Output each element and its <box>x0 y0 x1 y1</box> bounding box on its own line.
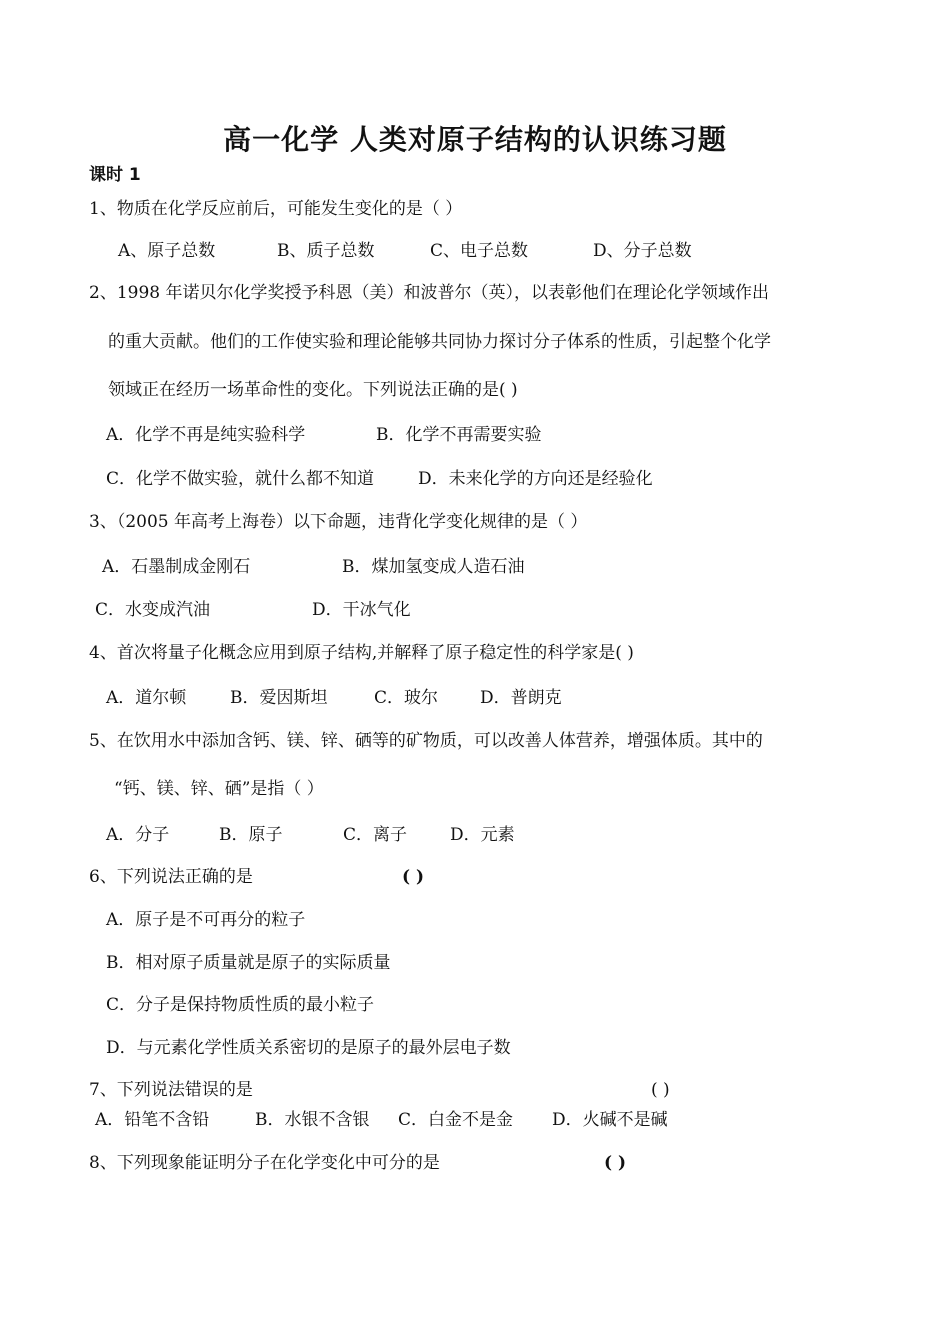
question-4-option-c: C．玻尔 <box>374 688 439 708</box>
question-8-answer-paren: ( ) <box>604 1153 627 1173</box>
question-4-option-b: B．爱因斯坦 <box>230 688 328 708</box>
question-3-option-c: C．水变成汽油 <box>95 600 211 620</box>
question-1-option-b: B、质子总数 <box>277 241 375 261</box>
question-3-option-b: B．煤加氢变成人造石油 <box>342 557 525 577</box>
question-2-options-row-2 <box>106 469 653 489</box>
question-2-options-row-1 <box>106 425 542 445</box>
question-4-options <box>106 688 562 708</box>
question-7-option-a: A．铅笔不含铅 <box>95 1110 210 1130</box>
question-7-option-c: C．白金不是金 <box>398 1110 514 1130</box>
question-1-options <box>118 241 692 261</box>
question-6-option-c: C．分子是保持物质性质的最小粒子 <box>106 995 375 1015</box>
question-1-option-d: D、分子总数 <box>593 241 692 261</box>
question-2-option-b: B．化学不再需要实验 <box>376 425 542 445</box>
question-3-stem: 3、（2005 年高考上海卷）以下命题，违背化学变化规律的是（ ） <box>89 512 588 532</box>
question-1-option-a: A、原子总数 <box>118 241 216 261</box>
question-2-option-a: A．化学不再是纯实验科学 <box>106 425 306 445</box>
question-5-option-a: A．分子 <box>106 825 170 845</box>
question-4-option-a: A．道尔顿 <box>106 688 187 708</box>
question-3-options-row-1 <box>102 557 525 577</box>
question-5-stem-line-1: 5、在饮用水中添加含钙、镁、锌、硒等的矿物质，可以改善人体营养，增强体质。其中的 <box>89 731 763 751</box>
question-1-option-c: C、电子总数 <box>430 241 529 261</box>
question-1-stem: 1、物质在化学反应前后，可能发生变化的是（ ） <box>89 199 463 219</box>
question-5-option-d: D．元素 <box>450 825 515 845</box>
lesson-label: 课时 1 <box>89 165 141 185</box>
question-3-option-a: A．石墨制成金刚石 <box>102 557 251 577</box>
page-title: 高一化学 人类对原子结构的认识练习题 <box>223 123 727 156</box>
question-5-option-c: C．离子 <box>343 825 408 845</box>
question-4-stem: 4、首次将量子化概念应用到原子结构,并解释了原子稳定性的科学家是( ) <box>89 643 634 663</box>
question-2-stem-line-3: 领域正在经历一场革命性的变化。下列说法正确的是( ) <box>108 380 518 400</box>
question-6-answer-paren: ( ) <box>402 867 425 887</box>
question-6-option-b: B．相对原子质量就是原子的实际质量 <box>106 953 391 973</box>
question-2-stem-line-2: 的重大贡献。他们的工作使实验和理论能够共同协力探讨分子体系的性质，引起整个化学 <box>108 332 771 352</box>
question-7-option-b: B．水银不含银 <box>255 1110 370 1130</box>
question-5-options <box>106 825 515 845</box>
question-7-answer-paren: ( ) <box>651 1080 670 1100</box>
question-3-options-row-2 <box>95 600 411 620</box>
question-4-option-d: D．普朗克 <box>480 688 562 708</box>
question-2-option-d: D．未来化学的方向还是经验化 <box>418 469 653 489</box>
question-6-option-d: D．与元素化学性质关系密切的是原子的最外层电子数 <box>106 1038 511 1058</box>
question-2-stem-line-1: 2、1998 年诺贝尔化学奖授予科恩（美）和波普尔（英），以表彰他们在理论化学领域作出 <box>89 283 769 303</box>
question-3-option-d: D．干冰气化 <box>312 600 411 620</box>
question-7-options <box>95 1110 668 1130</box>
question-5-option-b: B．原子 <box>219 825 283 845</box>
question-7-stem: 7、下列说法错误的是 <box>89 1080 253 1100</box>
question-7-option-d: D．火碱不是碱 <box>552 1110 668 1130</box>
question-5-stem-line-2: “钙、镁、锌、硒”是指（ ） <box>114 779 324 799</box>
question-6-option-a: A．原子是不可再分的粒子 <box>106 910 306 930</box>
question-6-stem: 6、下列说法正确的是 <box>89 867 253 887</box>
question-2-option-c: C．化学不做实验，就什么都不知道 <box>106 469 375 489</box>
question-8-stem: 8、下列现象能证明分子在化学变化中可分的是 <box>89 1153 440 1173</box>
